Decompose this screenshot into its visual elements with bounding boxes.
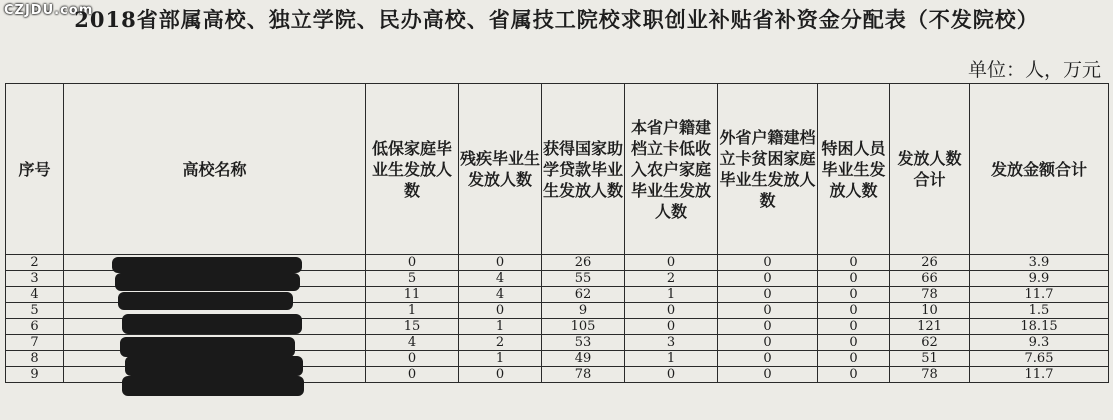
row-special-hardship: 0 xyxy=(818,271,890,287)
row-index: 4 xyxy=(6,287,64,303)
row-low-income: 4 xyxy=(366,335,459,351)
row-special-hardship: 0 xyxy=(818,351,890,367)
row-loan: 26 xyxy=(542,255,625,271)
row-index: 7 xyxy=(6,335,64,351)
redaction-mark xyxy=(112,257,302,273)
row-outside-poor: 0 xyxy=(718,351,818,367)
row-disabled: 4 xyxy=(459,271,542,287)
row-low-income: 0 xyxy=(366,351,459,367)
row-low-income: 11 xyxy=(366,287,459,303)
row-total-amount: 9.3 xyxy=(970,335,1109,351)
row-loan: 78 xyxy=(542,367,625,383)
row-local-poor: 0 xyxy=(625,367,718,383)
row-local-poor: 0 xyxy=(625,255,718,271)
row-disabled: 4 xyxy=(459,287,542,303)
row-total-count: 10 xyxy=(890,303,970,319)
row-outside-poor: 0 xyxy=(718,303,818,319)
row-outside-poor: 0 xyxy=(718,367,818,383)
redaction-mark xyxy=(115,273,300,291)
row-local-poor: 1 xyxy=(625,287,718,303)
row-index: 6 xyxy=(6,319,64,335)
row-disabled: 1 xyxy=(459,351,542,367)
redaction-mark xyxy=(118,292,293,310)
row-index: 5 xyxy=(6,303,64,319)
row-total-amount: 7.65 xyxy=(970,351,1109,367)
row-outside-poor: 0 xyxy=(718,255,818,271)
row-low-income: 1 xyxy=(366,303,459,319)
row-loan: 55 xyxy=(542,271,625,287)
col-header-low-income: 低保家庭毕业生发放人数 xyxy=(366,84,459,255)
row-total-count: 121 xyxy=(890,319,970,335)
row-loan: 9 xyxy=(542,303,625,319)
row-local-poor: 0 xyxy=(625,303,718,319)
row-special-hardship: 0 xyxy=(818,335,890,351)
row-outside-poor: 0 xyxy=(718,287,818,303)
row-special-hardship: 0 xyxy=(818,367,890,383)
row-outside-poor: 0 xyxy=(718,319,818,335)
row-local-poor: 1 xyxy=(625,351,718,367)
row-total-amount: 11.7 xyxy=(970,367,1109,383)
row-total-amount: 11.7 xyxy=(970,287,1109,303)
row-index: 9 xyxy=(6,367,64,383)
row-local-poor: 2 xyxy=(625,271,718,287)
row-loan: 62 xyxy=(542,287,625,303)
row-index: 8 xyxy=(6,351,64,367)
row-local-poor: 3 xyxy=(625,335,718,351)
unit-label: 单位：人，万元 xyxy=(967,59,1101,81)
redaction-mark xyxy=(125,356,303,376)
row-total-count: 66 xyxy=(890,271,970,287)
row-total-count: 51 xyxy=(890,351,970,367)
row-disabled: 1 xyxy=(459,319,542,335)
row-index: 3 xyxy=(6,271,64,287)
col-header-disabled: 残疾毕业生发放人数 xyxy=(459,84,542,255)
row-total-amount: 1.5 xyxy=(970,303,1109,319)
row-disabled: 2 xyxy=(459,335,542,351)
row-total-count: 78 xyxy=(890,367,970,383)
row-local-poor: 0 xyxy=(625,319,718,335)
row-special-hardship: 0 xyxy=(818,319,890,335)
header-row xyxy=(6,84,1109,255)
site-watermark: CZJDU.com xyxy=(4,3,94,18)
redaction-mark xyxy=(122,314,302,334)
row-special-hardship: 0 xyxy=(818,287,890,303)
row-special-hardship: 0 xyxy=(818,255,890,271)
row-disabled: 0 xyxy=(459,303,542,319)
row-index: 2 xyxy=(6,255,64,271)
row-special-hardship: 0 xyxy=(818,303,890,319)
table-title: 2018省部属高校、独立学院、民办高校、省属技工院校求职创业补贴省补资金分配表（不发院校） xyxy=(74,7,1039,32)
row-outside-poor: 0 xyxy=(718,271,818,287)
row-outside-poor: 0 xyxy=(718,335,818,351)
row-disabled: 0 xyxy=(459,255,542,271)
col-header-local-poor: 本省户籍建档立卡低收入农户家庭毕业生发放人数 xyxy=(625,84,718,255)
col-header-loan: 获得国家助学贷款毕业生发放人数 xyxy=(542,84,625,255)
row-total-count: 26 xyxy=(890,255,970,271)
row-low-income: 0 xyxy=(366,367,459,383)
col-header-outside-poor: 外省户籍建档立卡贫困家庭毕业生发放人数 xyxy=(718,84,818,255)
row-total-count: 62 xyxy=(890,335,970,351)
row-total-amount: 18.15 xyxy=(970,319,1109,335)
col-header-index: 序号 xyxy=(6,84,64,255)
row-total-amount: 3.9 xyxy=(970,255,1109,271)
row-low-income: 15 xyxy=(366,319,459,335)
row-loan: 53 xyxy=(542,335,625,351)
redaction-mark xyxy=(122,376,304,396)
row-total-count: 78 xyxy=(890,287,970,303)
col-header-special-hardship: 特困人员毕业生发放人数 xyxy=(818,84,890,255)
redaction-mark xyxy=(120,337,295,357)
col-header-school: 高校名称 xyxy=(64,84,366,255)
row-loan: 49 xyxy=(542,351,625,367)
col-header-total-count: 发放人数合计 xyxy=(890,84,970,255)
col-header-total-amount: 发放金额合计 xyxy=(970,84,1109,255)
row-low-income: 5 xyxy=(366,271,459,287)
row-disabled: 0 xyxy=(459,367,542,383)
row-total-amount: 9.9 xyxy=(970,271,1109,287)
row-loan: 105 xyxy=(542,319,625,335)
row-low-income: 0 xyxy=(366,255,459,271)
